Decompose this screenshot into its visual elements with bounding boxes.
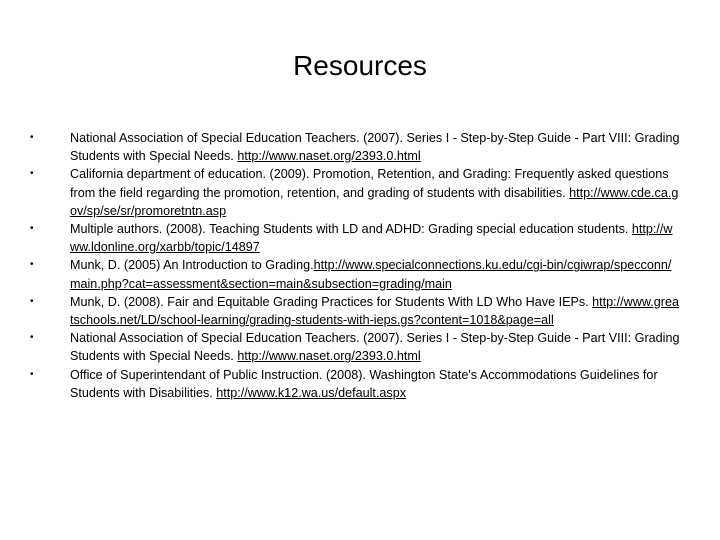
resource-item	[30, 293, 680, 329]
resource-item	[30, 366, 680, 402]
resource-citation: National Association of Special Education Teachers. (2007). Series I - Step-by-Step Guide - Part VIII: Grading Students with Special Needs.	[70, 131, 680, 164]
resource-citation: Munk, D. (2008). Fair and Equitable Grading Practices for Students With LD Who Have IEPs.	[70, 294, 593, 309]
resource-citation: California department of education. (2009). Promotion, Retention, and Grading: Frequently asked questions from the field regarding the promotion, retention, and grading of students with disabilities.	[70, 167, 669, 200]
bullet-icon: •	[30, 259, 34, 271]
bullet-icon: •	[30, 295, 34, 307]
resource-link[interactable]: http://www.specialconnections.ku.edu/cgi-bin/cgiwrap/specconn/main.php?cat=assessment&section=main&subsection=grading/main	[70, 258, 672, 291]
bullet-icon: •	[30, 132, 34, 143]
resource-link[interactable]: http://www.k12.wa.us/default.aspx	[216, 385, 407, 400]
resource-citation: National Association of Special Education Teachers. (2007). Series I - Step-by-Step Guide - Part VIII: Grading Students with Special Needs.	[70, 331, 680, 364]
resource-item	[30, 129, 680, 165]
resource-link[interactable]: http://www.naset.org/2393.0.html	[237, 149, 421, 164]
resource-item	[30, 329, 680, 365]
bullet-icon: •	[30, 223, 34, 235]
slide-title: Resources	[293, 50, 427, 81]
resource-link[interactable]: http://www.greatschools.net/LD/school-learning/grading-students-with-ieps.gs?content=1018&page=all	[70, 294, 679, 328]
bullet-icon: •	[30, 168, 34, 180]
resource-citation: Multiple authors. (2008). Teaching Students with LD and ADHD: Grading special education students.	[70, 222, 632, 237]
resource-item	[30, 256, 680, 292]
resource-link[interactable]: http://www.cde.ca.gov/sp/se/sr/promoretntn.asp	[70, 185, 679, 218]
resource-link[interactable]: http://www.naset.org/2393.0.html	[237, 349, 421, 364]
resource-link[interactable]: http://www.ldonline.org/xarbb/topic/14897	[70, 222, 673, 255]
resource-item	[30, 165, 680, 220]
resource-list	[30, 129, 680, 402]
resource-citation: Munk, D. (2005) An Introduction to Grading.	[70, 258, 314, 273]
resource-item	[30, 220, 680, 256]
resource-citation: Office of Superintendant of Public Instruction. (2008). Washington State's Accommodations Guidelines for Students with Disabilities.	[70, 367, 658, 400]
bullet-icon: •	[30, 368, 34, 380]
bullet-icon: •	[30, 332, 34, 344]
